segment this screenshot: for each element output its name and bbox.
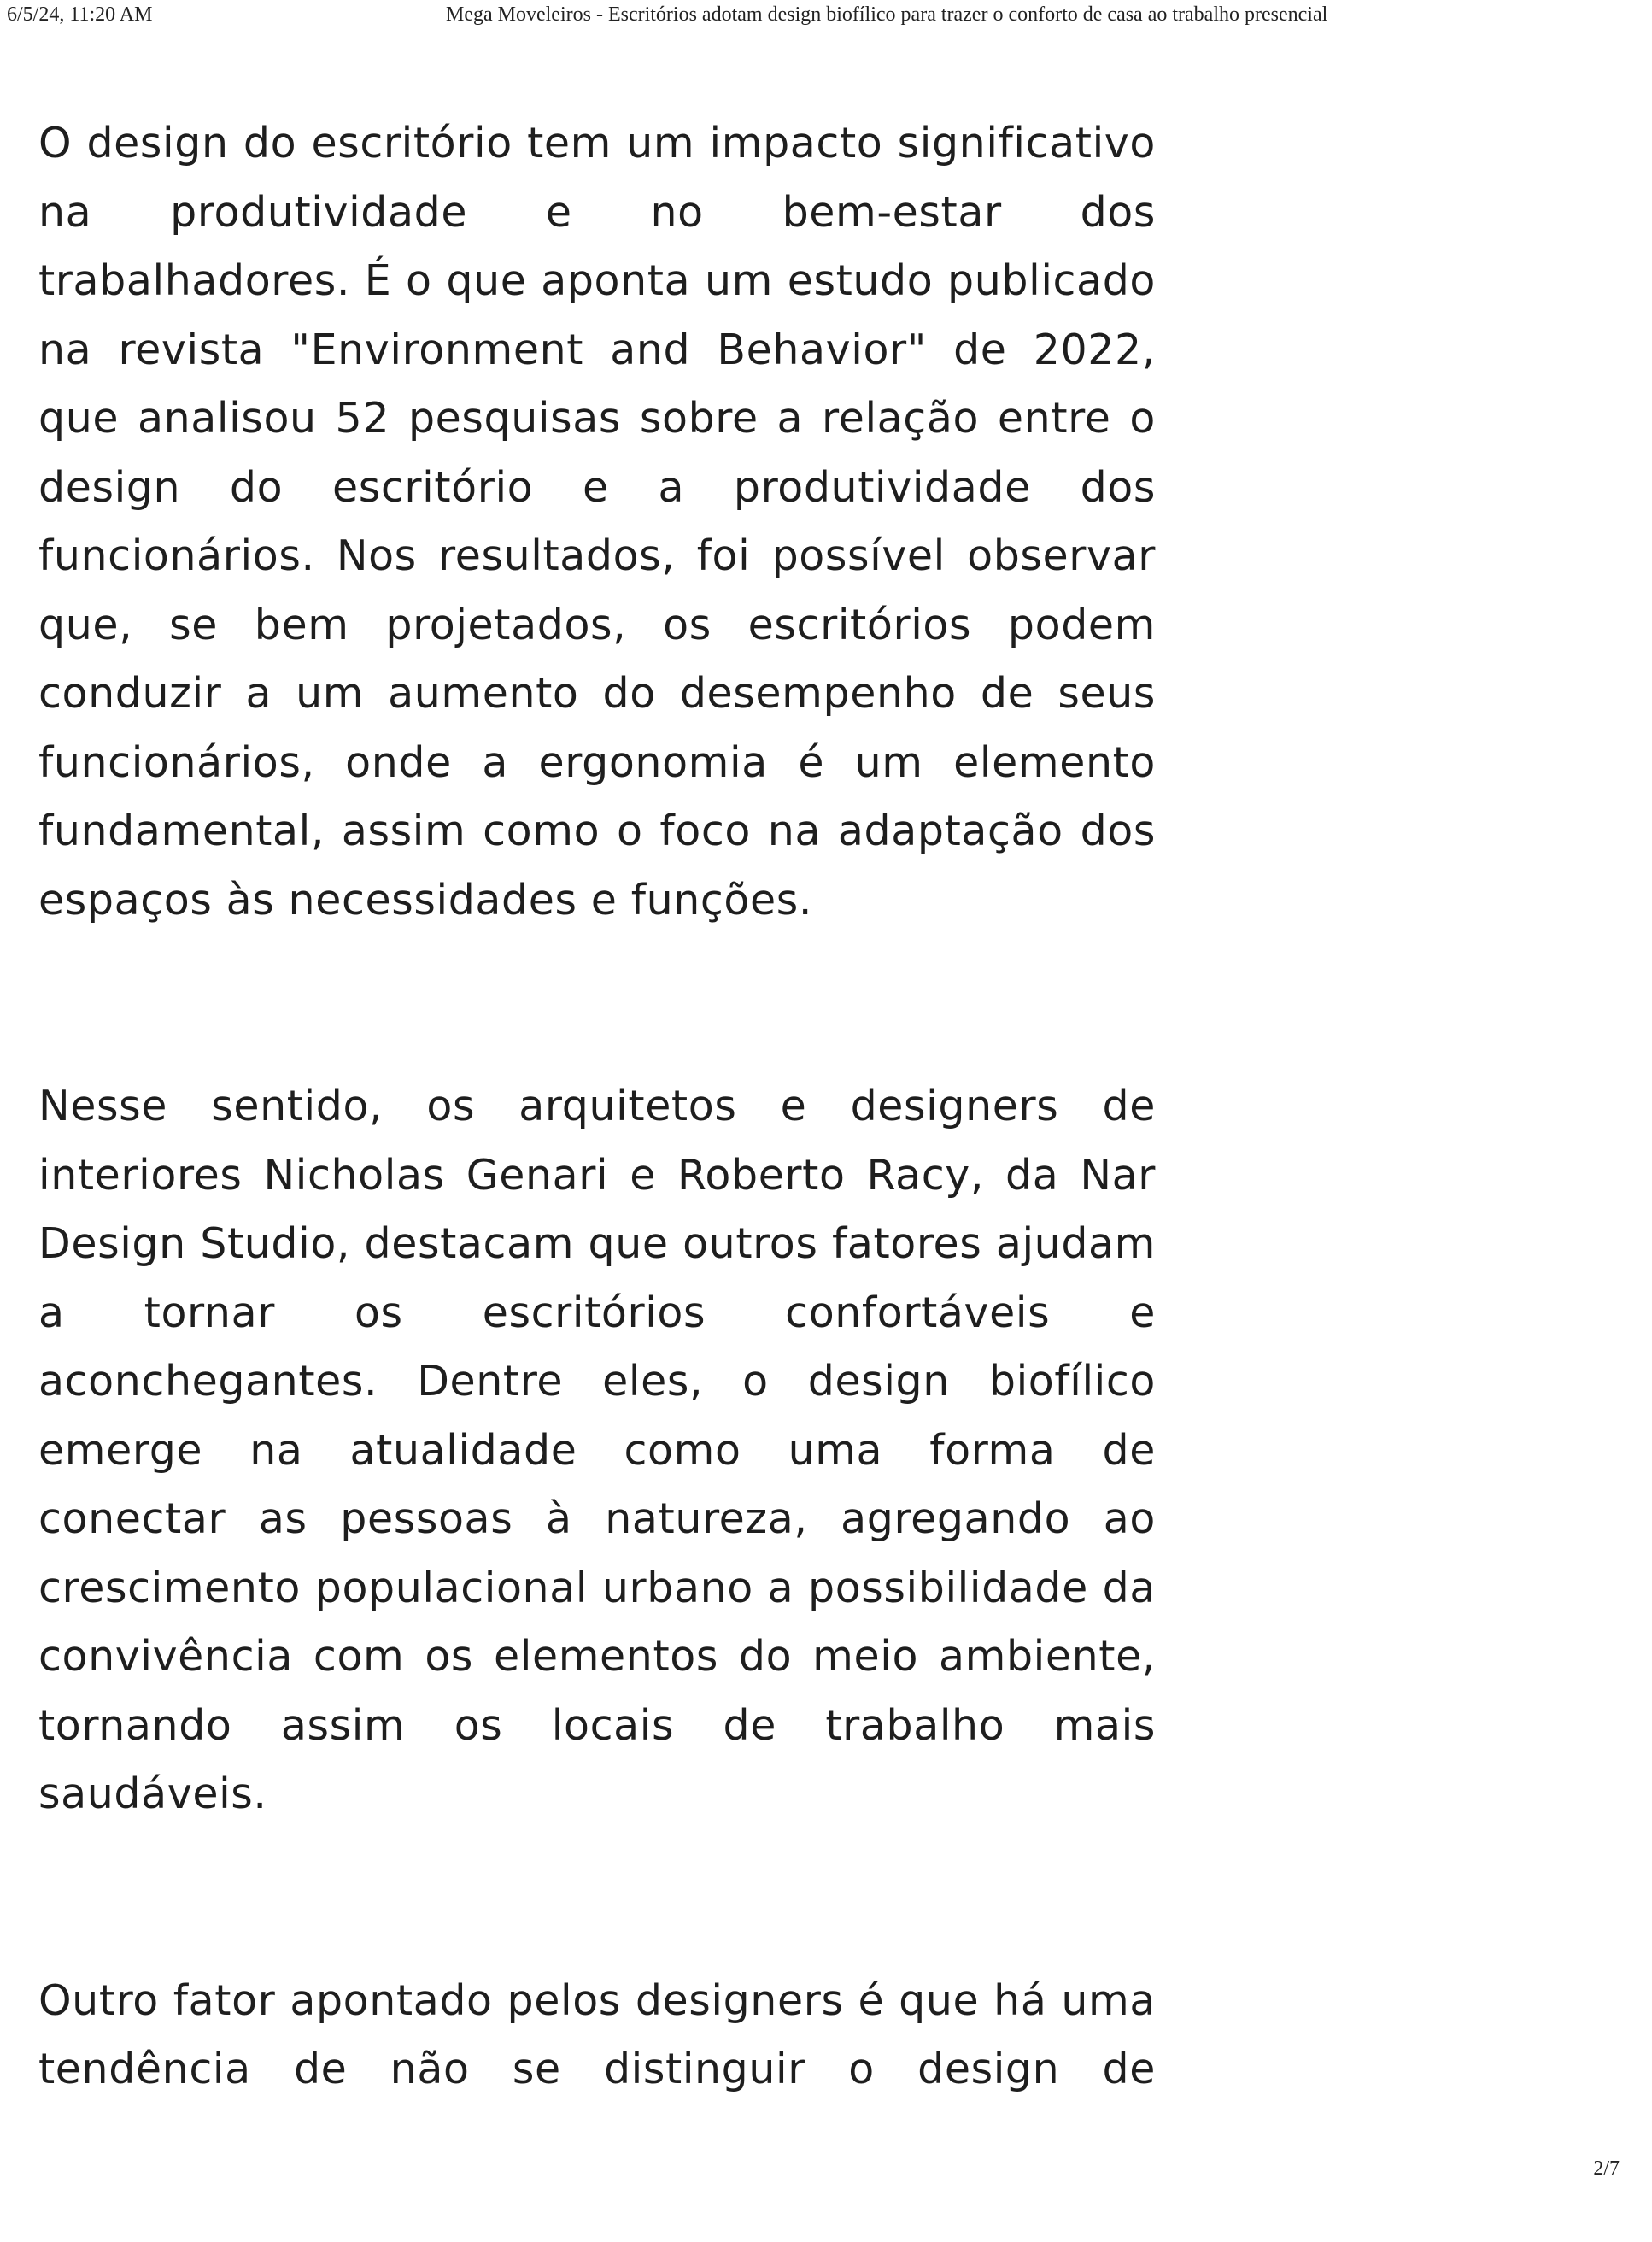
page-number: 2/7 — [1593, 2157, 1620, 2180]
article-paragraph: Nesse sentido, os arquitetos e designers de interiores Nicholas Genari e Roberto Racy, da Nar Design Studio, destacam que outros fatores ajudam a tornar os escritórios confortáveis e aconchegantes. Dentre eles, o design biofílico emerge na atualidade como uma forma de conectar as pessoas à natureza, agregando ao crescimento populacional urbano a possibilidade da convivência com os elementos do meio ambiente, tornando assim os locais de trabalho mais saudáveis. — [38, 1082, 1156, 1818]
article-paragraph: O design do escritório tem um impacto significativo na produtividade e no bem-estar dos trabalhadores. É o que aponta um estudo publicado na revista "Environment and Behavior" de 2022, que analisou 52 pesquisas sobre a relação entre o design do escritório e a produtividade dos funcionários. Nos resultados, foi possível observar que, se bem projetados, os escritórios podem conduzir a um aumento do desempenho de seus funcionários, onde a ergonomia é um elemento fundamental, assim como o foco na adaptação dos espaços às necessidades e funções. — [38, 119, 1156, 924]
print-page-title: Mega Moveleiros - Escritórios adotam design biofílico para trazer o conforto de casa ao trabalho presencial — [446, 3, 1328, 26]
article-paragraph: Outro fator apontado pelos designers é que há uma tendência de não se distinguir o design de — [38, 1975, 1156, 2093]
print-date: 6/5/24, 11:20 AM — [7, 3, 153, 26]
print-header — [0, 0, 1652, 34]
article-body — [38, 109, 1156, 2242]
